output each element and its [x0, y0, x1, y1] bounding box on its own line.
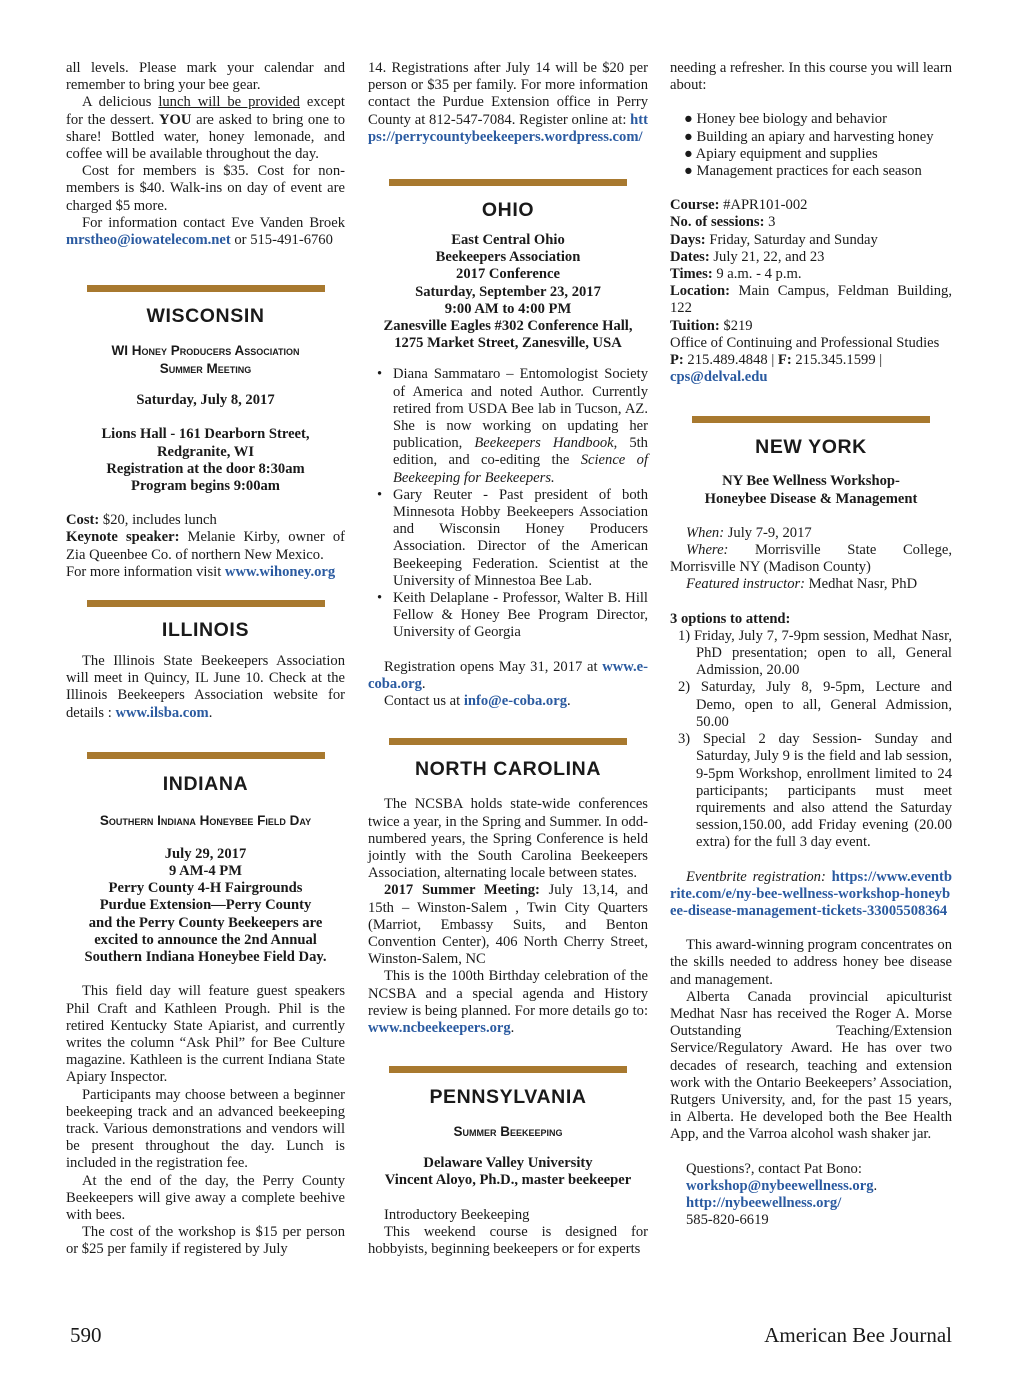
ny-when: When: July 7-9, 2017 — [686, 524, 812, 541]
ny-event-title: NY Bee Wellness Workshop- Honeybee Disease & Management — [704, 473, 918, 507]
ohio-contact: Contact us at info@e-coba.org. — [384, 693, 571, 710]
section-divider — [692, 416, 930, 423]
section-divider — [87, 600, 325, 607]
ny-options-heading: 3 options to attend: — [670, 610, 791, 627]
iowa-lunch-paragraph: A delicious lunch will be provided except for the dessert. YOU are asked to bring one to share! Bottled water, honey lemonade, and coffee will be available throughout the day. — [66, 94, 346, 163]
pa-course-paragraph: This weekend course is designed for hobbyists, beginning beekeepers or for experts — [368, 1223, 648, 1257]
section-divider — [389, 1066, 627, 1073]
section-divider — [389, 179, 627, 186]
new-york-heading: NEW YORK — [755, 436, 867, 459]
speaker-item: • Gary Reuter - Past president of both Minnesota Hobby Beekeepers Association and Wisconsin Honey Producers Association. Director of the American Beekeeping Federation. Scientist at the University of Minnestoa Bee Lab. — [377, 486, 648, 589]
ny-where: Where: Morrisville State College, Morrisville NY (Madison County) — [670, 542, 952, 576]
ny-eventbrite: Eventbrite registration: https://www.eventbrite.com/e/ny-bee-wellness-workshop-honeybee-disease-management-tickets-33005508364 — [670, 868, 952, 919]
nybeewellness-web-link[interactable]: http://nybeewellness.org/ — [686, 1194, 842, 1211]
list-item: ● Building an apiary and harvesting honey — [684, 128, 934, 145]
page-number: 590 — [70, 1323, 102, 1347]
wisconsin-heading: WISCONSIN — [146, 305, 265, 328]
ny-instructor: Featured instructor: Medhat Nasr, PhD — [686, 576, 918, 593]
pa-course-title: Introductory Beekeeping — [384, 1206, 530, 1223]
iowa-paragraph: all levels. Please mark your calendar and remember to bring your bee gear. — [66, 60, 345, 94]
ny-email-line: workshop@nybeewellness.org. — [686, 1177, 878, 1194]
section-divider — [389, 738, 627, 745]
indiana-speakers-paragraph: This field day will feature guest speakers Phil Craft and Kathleen Prough. Phil is the retired Kentucky State Apiarist, and currently writes the column “Ask Phil” for Bee Culture magazine. Kathleen is the current Indiana State Apiary Inspector. — [66, 983, 345, 1086]
ilsba-link[interactable]: www.ilsba.com — [115, 704, 209, 721]
wisconsin-cost: Cost: $20, includes lunch — [66, 512, 217, 529]
iowa-email-link[interactable]: mrstheo@iowatelecom.net — [66, 232, 231, 249]
ny-instructor-bio: Alberta Canada provincial apiculturist Medhat Nasr has received the Roger A. Morse Outstanding Teaching/Extension Service/Regulatory Award. He has over two decades of research, teaching and extension work with the Ontario Beekeepers’ Association, Rutgers University, and, for the past 15 years, in Alberta. He developed both the Bee Health App, and the Varroa alcohol wash shaker jar. — [670, 988, 952, 1143]
indiana-cost-paragraph: The cost of the workshop is $15 per person or $25 per family if registered by July — [66, 1224, 345, 1258]
wisconsin-date: Saturday, July 8, 2017 — [136, 392, 275, 409]
pa-event-details: Delaware Valley University Vincent Aloyo, Ph.D., master beekeeper — [384, 1155, 632, 1189]
wisconsin-subheading-2: Summer Meeting — [159, 361, 252, 377]
ny-phone: 585-820-6619 — [686, 1212, 769, 1229]
north-carolina-heading: NORTH CAROLINA — [414, 758, 602, 781]
indiana-tracks-paragraph: Participants may choose between a beginner beekeeping track and an advanced beekeeping track. Various demonstrations and vendors will be present throughout the day. Lunch is included in the registration fee. — [66, 1086, 345, 1172]
ny-options-list — [670, 628, 952, 852]
column-1 — [66, 60, 345, 1259]
wisconsin-info: For more information visit www.wihoney.org — [66, 563, 336, 580]
nc-paragraph: The NCSBA holds state-wide conferences twice a year, in the Spring and Summer. In odd-numbered years, the Spring Conference is held jointly with the South Carolina Beekeepers Association, alternating locale between states. — [368, 796, 648, 882]
list-item: ● Management practices for each season — [684, 163, 922, 180]
pa-course-details: Course: #APR101-002 No. of sessions: 3 Days: Friday, Saturday and Sunday Dates: July 21, 22, and 23 Times: 9 a.m. - 4 p.m. Location: Main Campus, Feldman Building, 122 Tuition: $219 Office of Continuing and Professional Studies P: 215.489.4848 | F: 215.345.1599 | cps@delval.edu — [670, 197, 952, 386]
ny-program-paragraph: This award-winning program concentrates on the skills needed to address honey bee disease and management. — [670, 937, 952, 988]
pa-subheading: Summer Beekeeping — [453, 1124, 563, 1140]
pennsylvania-heading: PENNSYLVANIA — [429, 1086, 587, 1109]
ecoba-email-link[interactable]: info@e-coba.org — [463, 693, 568, 710]
nc-summer-meeting: 2017 Summer Meeting: July 13,14, and 15th – Winston-Salem , Twin City Quarters (Marriot, Embassy Suits, and Benton Convention Center), 406 North Cherry Street, Winston-Salem, NC — [368, 882, 648, 968]
illinois-heading: ILLINOIS — [161, 619, 250, 642]
column-2 — [368, 60, 648, 1258]
ohio-event-details: East Central Ohio Beekeepers Association 2017 Conference Saturday, September 23, 2017 9:00 AM to 4:00 PM Zanesville Eagles #302 Conference Hall, 1275 Market Street, Zanesville, USA — [383, 232, 633, 352]
iowa-cost-paragraph: Cost for members is $35. Cost for non-members is $40. Walk-ins on day of event are charged $5 more. — [66, 163, 345, 214]
ny-questions: Questions?, contact Pat Bono: — [686, 1160, 862, 1177]
journal-name: American Bee Journal — [764, 1323, 952, 1347]
section-divider — [87, 752, 325, 759]
list-item: 1) Friday, July 7, 7-9pm session, Medhat Nasr, PhD presentation; open to all, General Admission, 20.00 — [678, 627, 952, 679]
ny-web-line — [670, 1195, 952, 1212]
wisconsin-speaker: Keynote speaker: Melanie Kirby, owner of Zia Queenbee Co. of northern New Mexico. — [66, 529, 345, 563]
column-3 — [670, 60, 952, 1229]
iowa-contact-paragraph: For information contact Eve Vanden Broek mrstheo@iowatelecom.net or 515-491-6760 — [66, 214, 345, 249]
ohio-heading: OHIO — [481, 199, 535, 222]
indiana-giveaway-paragraph: At the end of the day, the Perry County Beekeepers will give away a complete beehive with bees. — [66, 1172, 345, 1223]
illinois-paragraph: The Illinois State Beekeepers Association will meet in Quincy, IL June 10. Check at the Illinois Beekeepers Association website for details : www.ilsba.com. — [66, 653, 345, 721]
ncbeekeepers-link[interactable]: www.ncbeekeepers.org — [368, 1019, 511, 1036]
ohio-speaker-list — [368, 366, 648, 641]
section-divider — [87, 285, 325, 292]
list-item: 3) Special 2 day Session- Sunday and Saturday, July 9 is the field and lab session, 9-5pm Workshop, enrollment limited to 24 participants; participants must meet rquirements and also attend the Saturday session,150.00, add Friday evening (20.00 extra) for the full 3 day event. — [678, 731, 952, 851]
eventbrite-link[interactable]: https://www.eventbrite.com/e/ny-bee-wellness-workshop-honeybee-disease-management-tickets-33005508364 — [670, 868, 952, 919]
indiana-subheading: Southern Indiana Honeybee Field Day — [99, 812, 312, 828]
pa-course-intro: needing a refresher. In this course you will learn about: — [670, 60, 952, 94]
wisconsin-subheading: WI Honey Producers Association — [111, 343, 300, 359]
indiana-registration-paragraph: 14. Registrations after July 14 will be $20 per person or $35 per family. For more information contact the Purdue Extension office in Perry County at 812-547-7084. Register online at: https://perrycountybeekeepers.wordpress.com/ — [368, 60, 648, 145]
nybeewellness-email-link[interactable]: workshop@nybeewellness.org — [686, 1177, 874, 1194]
nc-birthday-paragraph: This is the 100th Birthday celebration of the NCSBA and a special agenda and History review is being planned. For more details go to: www.ncbeekeepers.org. — [368, 968, 648, 1036]
pa-topics-list — [670, 111, 952, 180]
list-item: ● Apiary equipment and supplies — [684, 145, 878, 162]
indiana-heading: INDIANA — [162, 772, 249, 795]
indiana-event-details: July 29, 2017 9 AM-4 PM Perry County 4-H Fairgrounds Purdue Extension—Perry County and the Perry County Beekeepers are excited to announce the 2nd Annual Southern Indiana Honeybee Field Day. — [84, 845, 327, 966]
ohio-registration: Registration opens May 31, 2017 at www.e-coba.org. — [368, 658, 648, 692]
wihoney-link[interactable]: www.wihoney.org — [224, 563, 336, 580]
perrycounty-link[interactable]: https://perrycountybeekeepers.wordpress.com/ — [368, 111, 648, 145]
delval-email-link[interactable]: cps@delval.edu — [670, 369, 768, 386]
list-item: ● Honey bee biology and behavior — [684, 111, 887, 128]
speaker-item: • Keith Delaplane - Professor, Walter B. Hill Fellow & Honey Bee Program Director, University of Georgia — [377, 590, 648, 641]
ecoba-link[interactable]: www.e-coba.org — [368, 658, 648, 692]
list-item: 2) Saturday, July 8, 9-5pm, Lecture and Demo, open to all, General Admission, 50.00 — [678, 679, 952, 730]
speaker-item: • Diana Sammataro – Entomologist Society of America and noted Author. Currently retired from USDA Bee lab in Tucson, AZ. She is now working on updating her publication, Beekeepers Handbook, 5th edition, and co-editing the Science of Beekeeping for Beekeepers. — [377, 366, 648, 486]
wisconsin-location: Lions Hall - 161 Dearborn Street, Redgranite, WI Registration at the door 8:30am Program begins 9:00am — [101, 426, 310, 495]
